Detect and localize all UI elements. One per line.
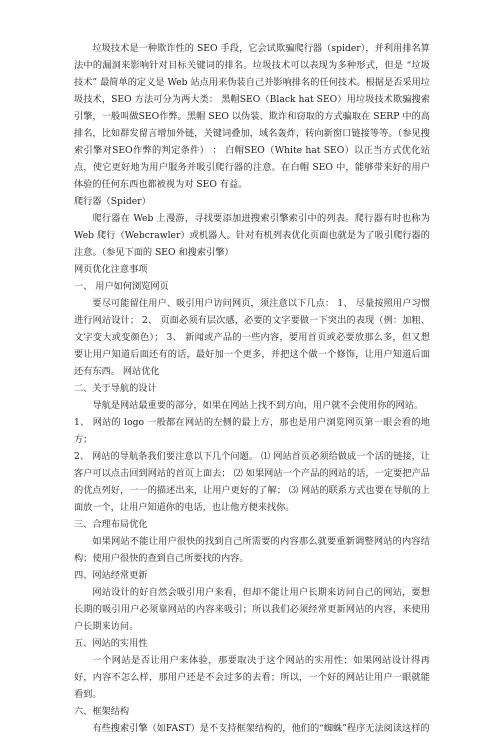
paragraph: 1、 网站的 logo 一般都在网站的左侧的最上方，那也是用户浏览网页第一眼会看的地方；: [74, 417, 430, 445]
paragraph: 网站设计的好自然会吸引用户来看，但却不能让用户长期来访问自己的网站，要想长期的吸引用户必须靠网站的内容来吸引；所以我们必须经常更新网站的内容，来使用户长期来访问。: [74, 587, 430, 632]
paragraph: 导航是网站最重要的部分，如果在网站上找不到方向，用户就不会使用你的网站。: [92, 400, 424, 411]
paragraph: 有些搜索引擎（如FAST）是不支持框架结构的，他们的“蜘蛛”程序无法阅读这样的: [92, 723, 430, 734]
paragraph: 2、 网站的导航条我们要注意以下几个问题。 ⑴ 网站首页必须给做成一个活的链接，让客户可以点击回到网站的首页上面去； ⑵ 如果网站一个产品的网站的话，一定要把产品的优点列好，一一的描述出来，让用户更好的了解； ⑶ 网站的联系方式也要在导航的上面放一个，让用户知道你的电话，也让他方便来找你。: [74, 451, 430, 513]
section-heading: 六、框架结构: [74, 706, 130, 717]
section-heading: 四、网站经常更新: [74, 570, 148, 581]
section-heading: 三、合理布局优化: [74, 519, 148, 530]
paragraph: 爬行器在 Web 上漫游，寻找要添加进搜索引擎索引中的列表。爬行器有时也称为 Web 爬行（Webcrawler）或机器人。针对有机列表优化页面也就是为了吸引爬行器的注意。（参见下面的 SEO 和搜索引擎）: [74, 213, 430, 258]
document-body: [74, 40, 430, 737]
section-heading: 二、关于导航的设计: [74, 383, 157, 394]
section-heading: 一、 用户如何浏览网页: [74, 281, 169, 292]
section-heading: 网页优化注意事项: [74, 264, 148, 275]
section-heading: 五、网站的实用性: [74, 638, 148, 649]
paragraph: 一个网站是否让用户来体验，那要取决于这个网站的实用性；如果网站设计得再好，内容不怎么样，那用户还是不会过多的去看；所以，一个好的网站让用户一眼就能看到。: [74, 655, 430, 700]
paragraph: 要尽可能留住用户、吸引用户访问网页，须注意以下几点： 1、 尽量按照用户习惯进行网站设计； 2、 页面必须有层次感，必要的文字要做一下突出的表现（例：加粗、文字变大或变颜色）； 3、 新闻或产品的一些内容，要用首页或必要放那么多，但又想要让用户知道后面还有的话，最好加一个更多，并把这个做一个修饰，让用户知道后面还有东西。 网站优化: [74, 298, 430, 377]
section-heading: 爬行器（Spider）: [74, 196, 151, 207]
paragraph: 如果网站不能让用户很快的找到自己所需要的内容那么就要重新调整网站的内容结构；使用户很快的查到自己所要找的内容。: [74, 536, 430, 564]
paragraph: 垃圾技术是一种欺诈性的 SEO 手段，它会试欺骗爬行器（spider），并利用排名算法中的漏洞来影响针对目标关键词的排名。垃圾技术可以表现为多种形式，但是 “垃圾技术” 最简单的定义是 Web 站点用来伪装自己并影响排名的任何技术。根据是否采用垃圾技术，SEO 方法可分为两大类： 黑帽SEO（Black hat SEO）用垃圾技术欺骗搜索引擎，一般叫做SEO作弊。黑帽 SEO 以伪装、欺诈和窃取的方式骗取在 SERP 中的高排名，比如群发留言增加外链，关键词叠加，域名轰炸，转向新窗口链接等等。（参见搜索引擎对SEO作弊的判定条件） ： 白帽SEO（White hat SEO）以正当方式优化站点，使它更好地为用户服务并吸引爬行器的注意。在白帽 SEO 中，能够带来好的用户体验的任何东西也都被视为对 SEO 有益。: [74, 43, 430, 190]
